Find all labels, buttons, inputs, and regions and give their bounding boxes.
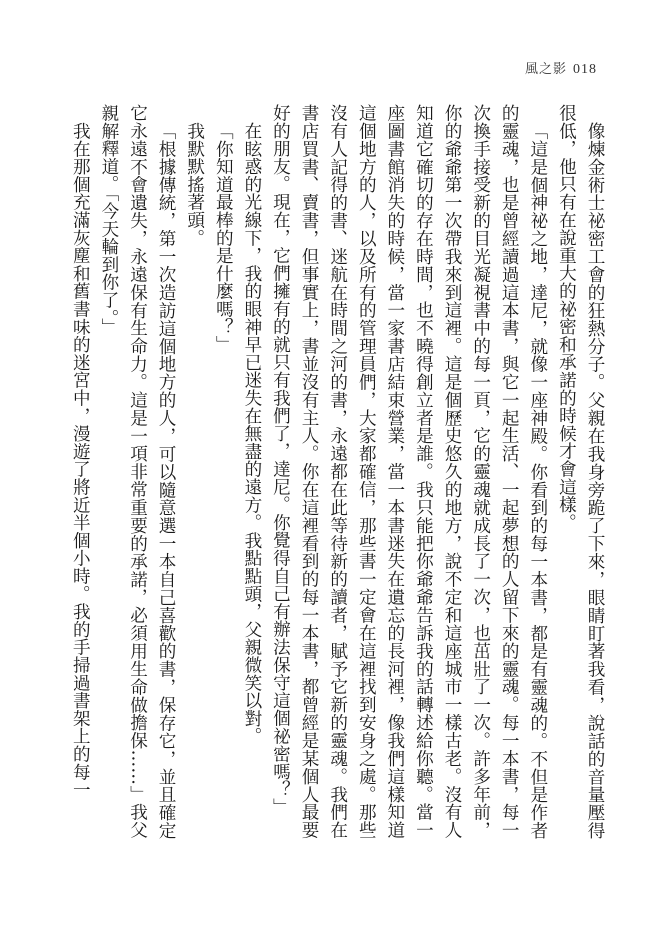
- paragraph-1: 像煉金術士祕密工會的狂熱分子。父親在我身旁跪了下來，眼睛盯著我看，說話的音量壓得很低，他只有在說重大的祕密和承諾的時候才會這樣。: [556, 104, 605, 839]
- paragraph-6: 「根據傳統，第一次造訪這個地方的人，可以隨意選一本自己喜歡的書，保存它，並且確定它永遠不會遺失，永遠保有生命力。這是一項非常重要的承諾，必須用生命做擔保……」我父親解釋道。「今天輪到你了。」: [98, 104, 177, 839]
- paragraph-7: 我在那個充滿灰塵和舊書味的迷宮中，漫遊了將近半個小時。我的手掃過書架上的每一: [70, 121, 91, 798]
- paragraph-2: 「這是個神祕之地，達尼，就像一座神殿。你看到的每一本書，都是有靈魂的。不但是作者的靈魂，也是曾經讀過這本書，與它一起生活、一起夢想的人留下來的靈魂。每一本書，每一次換手接受新的目光凝視書中的每一頁，它的靈魂就成長了一次，也茁壯了一次。許多年前，你的爺爺第一次帶我來到這裡。這是個歷史悠久的地方，說不定和這座城市一樣古老。沒有人知道它確切的存在時間，也不曉得創立者是誰。我只能把你爺爺告訴我的話轉述給你聽。當一座圖書館消失的時候，當一家書店結束營業，當一本書迷失在遺忘的長河裡，像我們這樣知道這個地方的人，以及所有的管理員們，大家都確信，那些書一定會在這裡找到安身之處。那些沒有人記得的書、迷航在時間之河的書，永遠都在此等待新的讀者，賦予它新的靈魂。我們在書店買書、賣書，但事實上，書並沒有主人。你在這裡看到的每一本書，都曾經是某個人最要好的朋友。現在，它們擁有的就只有我們了，達尼。你覺得自己有辦法保守這個祕密嗎？」: [270, 104, 548, 839]
- book-title: 風之影: [524, 62, 567, 77]
- paragraph-4: 「你知道最棒的是什麼嗎？」: [213, 121, 234, 353]
- paragraph-3: 在眩惑的光線下，我的眼神早已迷失在無盡的遠方。我點點頭，父親微笑以對。: [241, 121, 262, 745]
- vertical-body-text: [49, 104, 609, 839]
- page-number: 018: [573, 62, 597, 77]
- paragraph-5: 我默默搖著頭。: [184, 121, 205, 247]
- running-head: [525, 58, 597, 78]
